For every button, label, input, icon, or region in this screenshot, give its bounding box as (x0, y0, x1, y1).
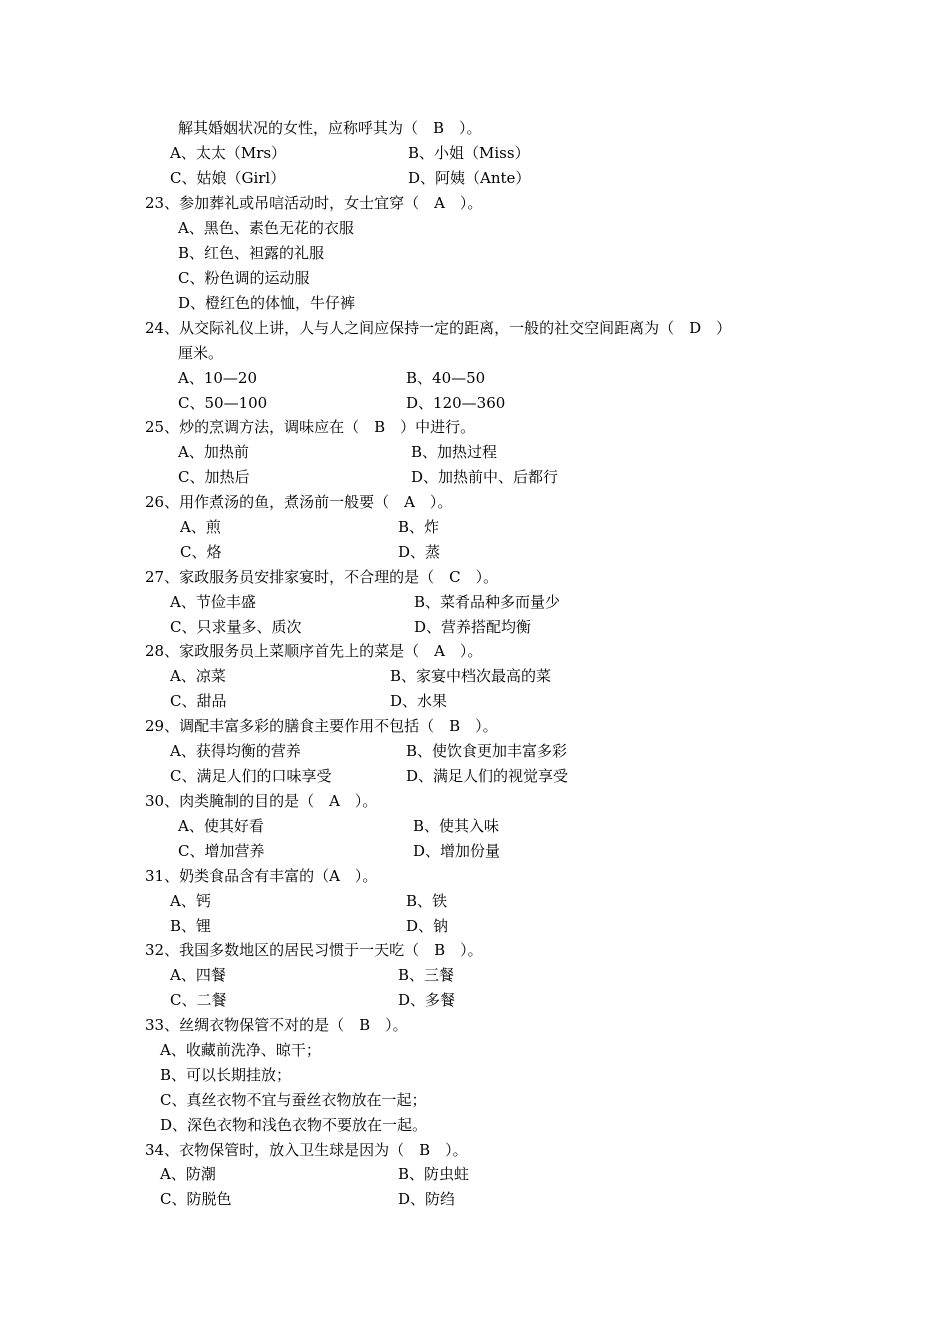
q29-option-c: C、满足人们的口味享受 (170, 767, 332, 785)
q22-option-a: A、太太（Mrs） (170, 144, 287, 162)
q28-option-c: C、甜品 (170, 692, 227, 710)
q24-option-b: B、40—50 (406, 369, 486, 387)
q30-option-a: A、使其好看 (178, 817, 264, 835)
q29-option-d: D、满足人们的视觉享受 (406, 767, 569, 785)
q28-option-a: A、凉菜 (170, 667, 226, 685)
q23-option-c: C、粉色调的运动服 (178, 269, 310, 287)
q31-stem: 31、奶类食品含有丰富的（A ）。 (145, 867, 378, 885)
q24-stem: 24、从交际礼仪上讲，人与人之间应保持一定的距离，一般的社交空间距离为（ D ） (145, 319, 732, 337)
q31-option-c: B、锂 (170, 917, 212, 935)
q29-stem: 29、调配丰富多彩的膳食主要作用不包括（ B ）。 (145, 717, 498, 735)
q26-stem: 26、用作煮汤的鱼，煮汤前一般要（ A ）。 (145, 493, 453, 511)
q23-option-d: D、橙红色的体恤，牛仔裤 (178, 294, 356, 312)
q34-option-d: D、防绉 (398, 1190, 456, 1208)
q28-option-d: D、水果 (390, 692, 448, 710)
q32-option-d: D、多餐 (398, 991, 456, 1009)
q27-option-c: C、只求量多、质次 (170, 618, 302, 636)
q33-option-b: B、可以长期挂放； (160, 1066, 292, 1084)
q27-option-d: D、营养搭配均衡 (414, 618, 532, 636)
q33-option-c: C、真丝衣物不宜与蚕丝衣物放在一起； (160, 1091, 427, 1109)
q25-option-d: D、加热前中、后都行 (411, 468, 559, 486)
q26-option-a: A、煎 (180, 518, 221, 536)
q25-option-b: B、加热过程 (411, 443, 498, 461)
q34-option-b: B、防虫蛀 (398, 1165, 470, 1183)
q32-option-c: C、二餐 (170, 991, 227, 1009)
q25-option-a: A、加热前 (178, 443, 249, 461)
q31-option-a: A、钙 (170, 892, 211, 910)
q32-option-a: A、四餐 (170, 966, 226, 984)
q30-option-b: B、使其入味 (413, 817, 500, 835)
q22-option-b: B、小姐（Miss） (408, 144, 530, 162)
q32-stem: 32、我国多数地区的居民习惯于一天吃（ B ）。 (145, 941, 483, 959)
q34-stem: 34、衣物保管时，放入卫生球是因为（ B ）。 (145, 1141, 468, 1159)
q22-option-c: C、姑娘（Girl） (170, 169, 286, 187)
q26-option-c: C、烙 (180, 543, 222, 561)
q24-option-a: A、10—20 (178, 369, 258, 387)
q22-stem-cont: 解其婚姻状况的女性，应称呼其为（ B ）。 (178, 119, 482, 137)
q34-option-c: C、防脱色 (160, 1190, 232, 1208)
q23-option-a: A、黑色、素色无花的衣服 (178, 219, 354, 237)
q24-stem-cont: 厘米。 (178, 344, 224, 362)
q25-stem: 25、炒的烹调方法，调味应在（ B ）中进行。 (145, 418, 476, 436)
q27-option-b: B、菜肴品种多而量少 (414, 593, 561, 611)
q23-stem: 23、参加葬礼或吊唁活动时，女士宜穿（ A ）。 (145, 194, 483, 212)
q32-option-b: B、三餐 (398, 966, 455, 984)
q29-option-b: B、使饮食更加丰富多彩 (406, 742, 568, 760)
q27-stem: 27、家政服务员安排家宴时，不合理的是（ C ）。 (145, 568, 499, 586)
q23-option-b: B、红色、袒露的礼服 (178, 244, 325, 262)
q28-stem: 28、家政服务员上菜顺序首先上的菜是（ A ）。 (145, 642, 483, 660)
q26-option-d: D、蒸 (398, 543, 441, 561)
q31-option-d: D、钠 (406, 917, 449, 935)
q31-option-b: B、铁 (406, 892, 448, 910)
q27-option-a: A、节俭丰盛 (170, 593, 256, 611)
q30-option-c: C、增加营养 (178, 842, 265, 860)
q25-option-c: C、加热后 (178, 468, 250, 486)
q30-option-d: D、增加份量 (413, 842, 501, 860)
q24-option-c: C、50—100 (178, 394, 268, 412)
q26-option-b: B、炸 (398, 518, 440, 536)
q33-option-d: D、深色衣物和浅色衣物不要放在一起。 (160, 1116, 428, 1134)
q28-option-b: B、家宴中档次最高的菜 (390, 667, 552, 685)
q33-stem: 33、丝绸衣物保管不对的是（ B ）。 (145, 1016, 408, 1034)
q29-option-a: A、获得均衡的营养 (170, 742, 301, 760)
q24-option-d: D、120—360 (406, 394, 506, 412)
q33-option-a: A、收藏前洗净、晾干； (160, 1041, 321, 1059)
q30-stem: 30、肉类腌制的目的是（ A ）。 (145, 792, 378, 810)
q34-option-a: A、防潮 (160, 1165, 216, 1183)
q22-option-d: D、阿姨（Ante） (408, 169, 531, 187)
